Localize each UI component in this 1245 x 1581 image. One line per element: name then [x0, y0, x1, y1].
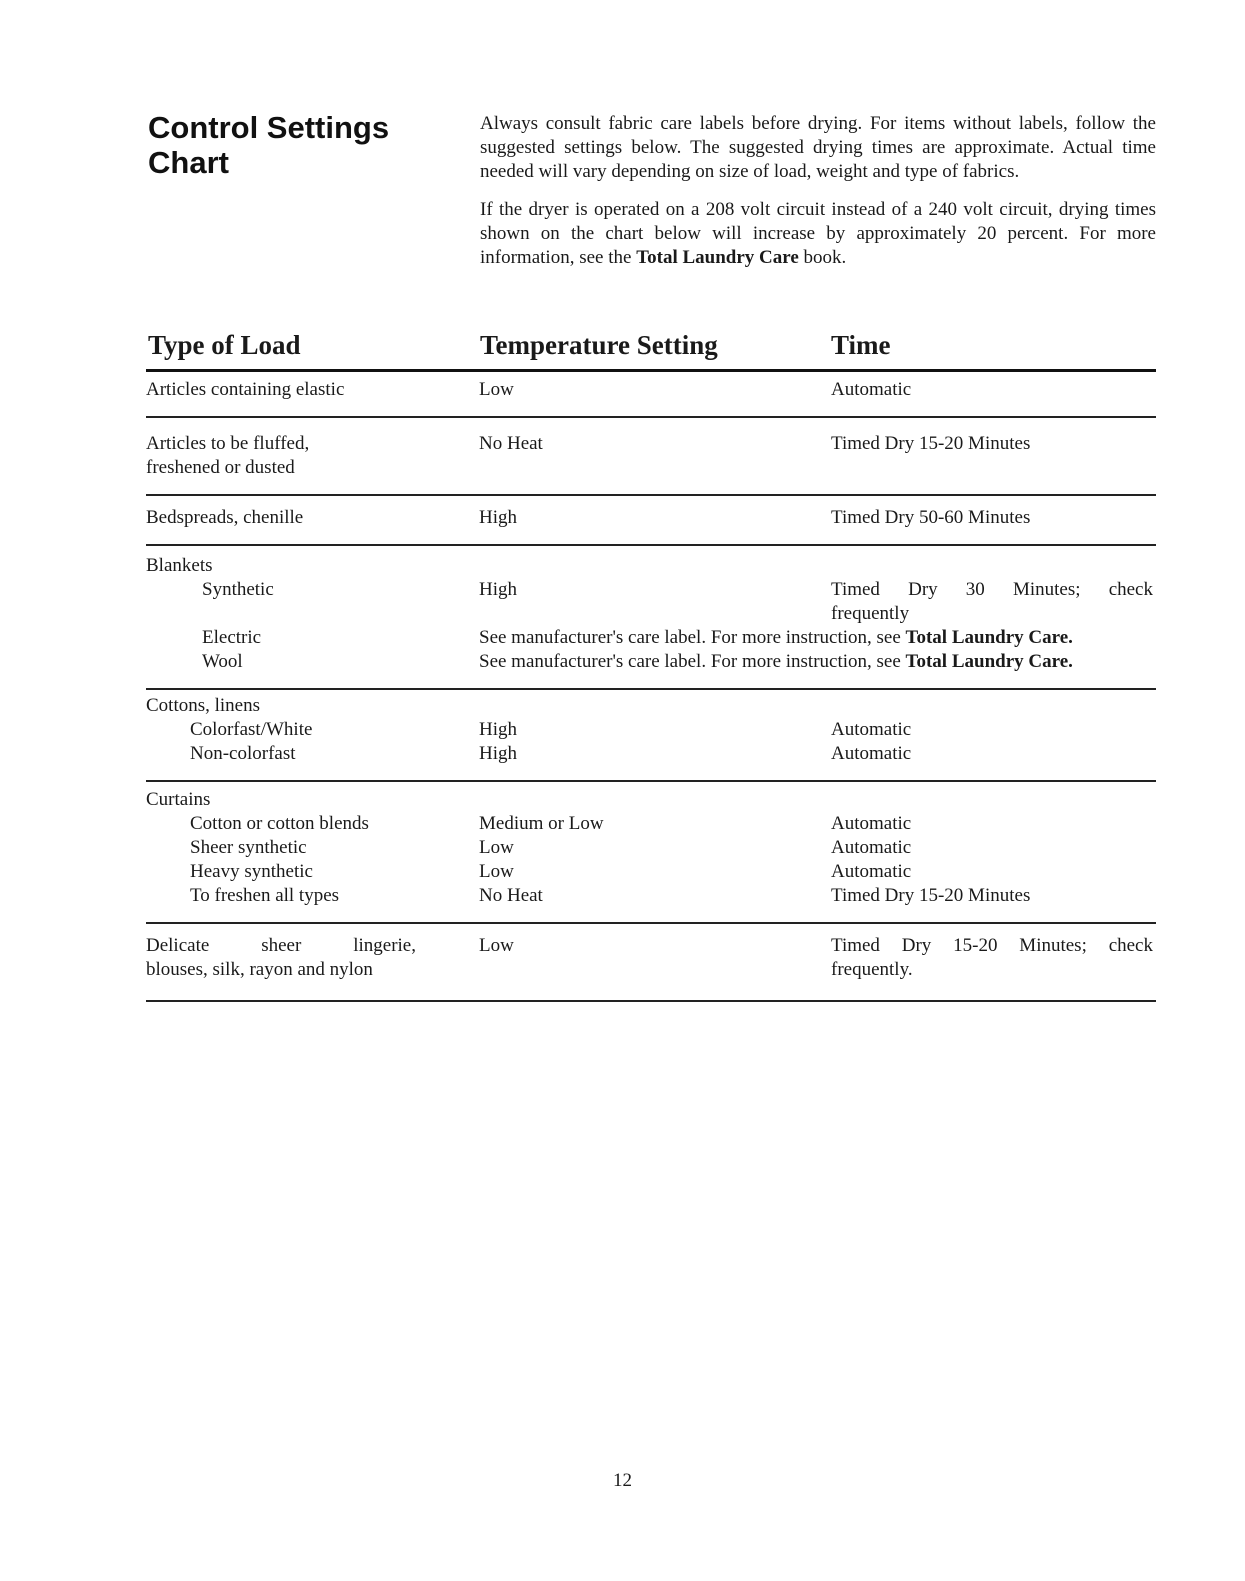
time: Timed Dry 15-20 Minutes: [831, 433, 1031, 454]
time: Timed Dry 50-60 Minutes: [831, 507, 1031, 528]
table-row: [146, 690, 1156, 782]
page-title: [148, 110, 448, 180]
header-time: Time: [831, 330, 891, 360]
table-row: [146, 546, 1156, 690]
load-type: Cottons, linens: [146, 695, 261, 716]
table-row: [146, 496, 1156, 546]
temperature: Low: [479, 861, 514, 882]
load-subtype: Electric: [202, 627, 262, 648]
time: Timed Dry 30 Minutes; check: [831, 579, 1153, 600]
intro-text: [480, 112, 1156, 284]
load-type-cont: blouses, silk, rayon and nylon: [146, 959, 373, 980]
title-line-2: Chart: [148, 145, 229, 180]
load-subtype: To freshen all types: [190, 885, 340, 906]
load-type: Curtains: [146, 789, 211, 810]
care-note-text: See manufacturer's care label. For more instruction, see: [479, 651, 906, 672]
page-number: 12: [613, 1470, 632, 1491]
load-type: Delicate sheer lingerie,: [146, 935, 416, 956]
table-row: [146, 418, 1156, 496]
intro-p2-text: If the dryer is operated on a 208 volt circuit instead of a 240 volt circuit, drying times shown on the chart below will increase by approximately 20 percent. For more information, see the: [480, 199, 1156, 268]
temperature: No Heat: [479, 885, 543, 906]
load-type-cont: freshened or dusted: [146, 457, 295, 478]
temperature: High: [479, 743, 517, 764]
load-subtype: Non-colorfast: [190, 743, 296, 764]
settings-table: [146, 372, 1156, 1002]
temperature: High: [479, 507, 517, 528]
header-temperature-setting: Temperature Setting: [480, 330, 718, 360]
care-reference: Total Laundry Care.: [905, 651, 1073, 672]
time-cont: frequently.: [831, 959, 913, 980]
time-cont: frequently: [831, 603, 910, 624]
column-headers: [146, 330, 1156, 370]
intro-paragraph-2: [480, 198, 1156, 270]
time: Automatic: [831, 837, 912, 858]
load-type: Articles to be fluffed,: [146, 433, 310, 454]
time: Automatic: [831, 719, 912, 740]
load-subtype: Heavy synthetic: [190, 861, 313, 882]
load-type: Bedspreads, chenille: [146, 507, 304, 528]
time: Timed Dry 15-20 Minutes: [831, 885, 1031, 906]
title-line-1: Control Settings: [148, 110, 390, 145]
time: Automatic: [831, 379, 912, 400]
care-note: [479, 650, 1073, 674]
header-type-of-load: Type of Load: [148, 330, 301, 360]
load-subtype: Sheer synthetic: [190, 837, 307, 858]
temperature: Low: [479, 935, 514, 956]
load-subtype: Wool: [202, 651, 243, 672]
temperature: No Heat: [479, 433, 543, 454]
temperature: Low: [479, 379, 514, 400]
care-note: [479, 626, 1073, 650]
care-reference: Total Laundry Care.: [905, 627, 1073, 648]
time: Automatic: [831, 861, 912, 882]
table-row: [146, 372, 1156, 418]
intro-paragraph-1: Always consult fabric care labels before drying. For items without labels, follow the suggested settings below. The suggested drying times are approximate. Actual time needed will vary depending on size of load, weight and type of fabrics.: [480, 113, 1156, 182]
care-note-text: See manufacturer's care label. For more instruction, see: [479, 627, 906, 648]
time: Automatic: [831, 813, 912, 834]
load-subtype: Cotton or cotton blends: [190, 813, 369, 834]
time: Timed Dry 15-20 Minutes; check: [831, 935, 1153, 956]
intro-p2-end: book.: [798, 247, 847, 268]
load-subtype: Synthetic: [202, 579, 274, 600]
load-type: Blankets: [146, 555, 213, 576]
table-row: [146, 782, 1156, 924]
table-row: [146, 924, 1156, 1002]
temperature: Medium or Low: [479, 813, 604, 834]
temperature: High: [479, 579, 517, 600]
book-reference: Total Laundry Care: [636, 247, 799, 268]
time: Automatic: [831, 743, 912, 764]
load-subtype: Colorfast/White: [190, 719, 313, 740]
load-type: Articles containing elastic: [146, 379, 345, 400]
temperature: Low: [479, 837, 514, 858]
temperature: High: [479, 719, 517, 740]
